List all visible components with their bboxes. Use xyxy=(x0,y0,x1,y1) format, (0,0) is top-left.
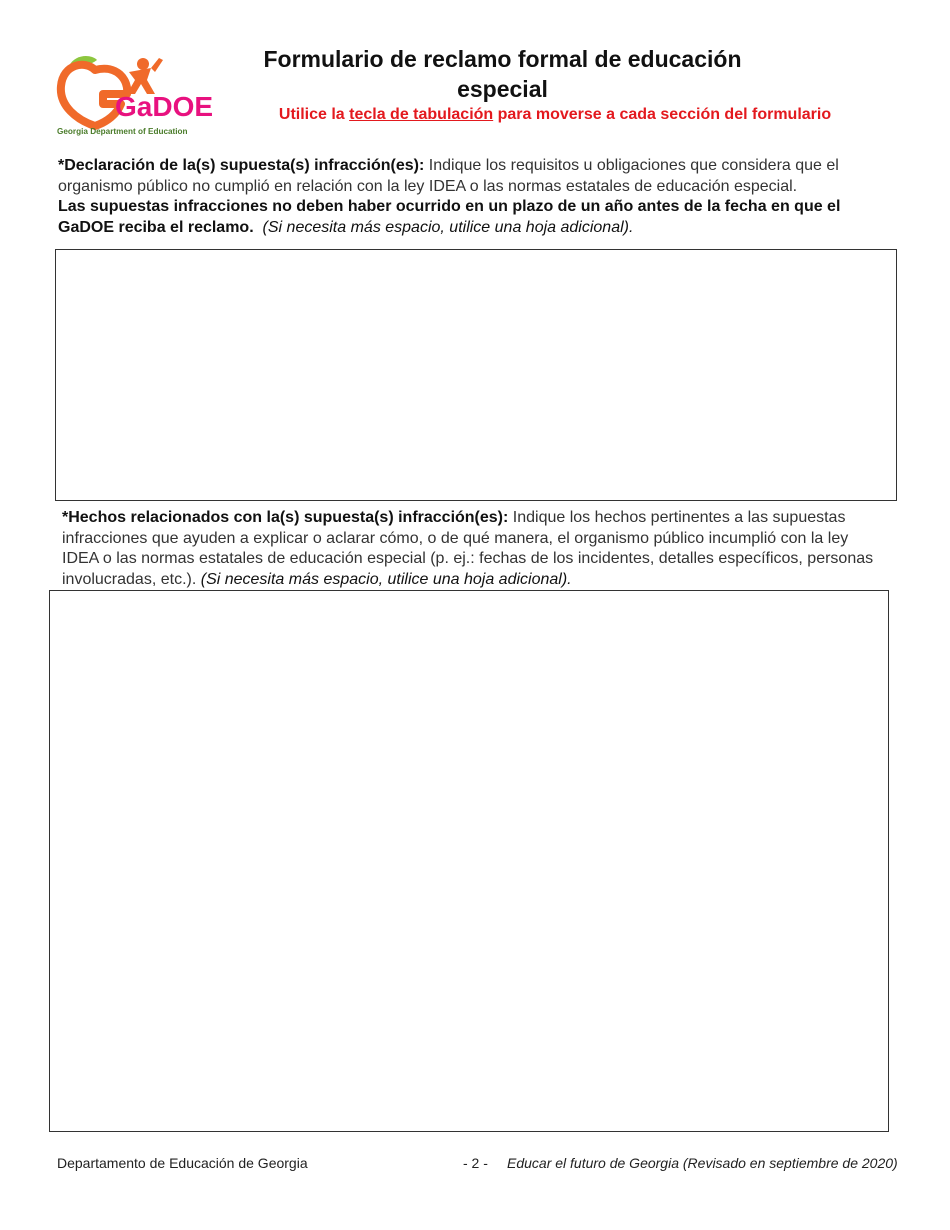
violation-statement-field[interactable] xyxy=(55,249,897,501)
facts-extra-space-note: (Si necesita más espacio, utilice una hoja adicional). xyxy=(200,570,572,588)
page-title: Formulario de reclamo formal de educación especial xyxy=(263,46,742,102)
gadoe-logo xyxy=(55,50,215,138)
footer-motto: Educar el futuro de Georgia (Revisado en septiembre de 2020) xyxy=(507,1155,898,1171)
facts-field[interactable] xyxy=(49,590,889,1132)
instruction-post: para moverse a cada sección del formulario xyxy=(493,106,832,123)
footer-page-number: - 2 - xyxy=(463,1155,488,1171)
logo-wordmark: GaDOE xyxy=(115,91,214,122)
logo-subtext: Georgia Department of Education xyxy=(57,127,188,136)
instruction-tab-key: tecla de tabulación xyxy=(349,106,494,123)
violation-statement-instructions xyxy=(58,156,898,238)
violation-heading: *Declaración de la(s) supuesta(s) infracción(es): xyxy=(58,157,425,174)
violation-deadline-note: Las supuestas infracciones no deben haber ocurrido en un plazo de un año antes de la fecha en que el GaDOE reciba el reclamo. xyxy=(58,198,841,236)
facts-body: Indique los hechos pertinentes a las supuestas infracciones que ayuden a explicar o aclarar cómo, o de qué manera, el organismo público incumplió con la ley IDEA o las normas estatales de educación especial (p. ej.: fechas de los incidentes, detalles específicos, personas involucradas, etc.). xyxy=(62,509,874,588)
violation-extra-space-note: (Si necesita más espacio, utilice una hoja adicional). xyxy=(262,218,634,236)
facts-heading: *Hechos relacionados con la(s) supuesta(s) infracción(es): xyxy=(62,509,509,526)
tab-instruction xyxy=(230,106,880,124)
instruction-pre: Utilice la xyxy=(278,106,350,123)
footer-department: Departamento de Educación de Georgia xyxy=(57,1155,308,1171)
facts-instructions xyxy=(62,508,882,590)
violation-body: Indique los requisitos u obligaciones que considera que el organismo público no cumplió en relación con la ley IDEA o las normas estatales de educación especial. xyxy=(58,157,839,195)
